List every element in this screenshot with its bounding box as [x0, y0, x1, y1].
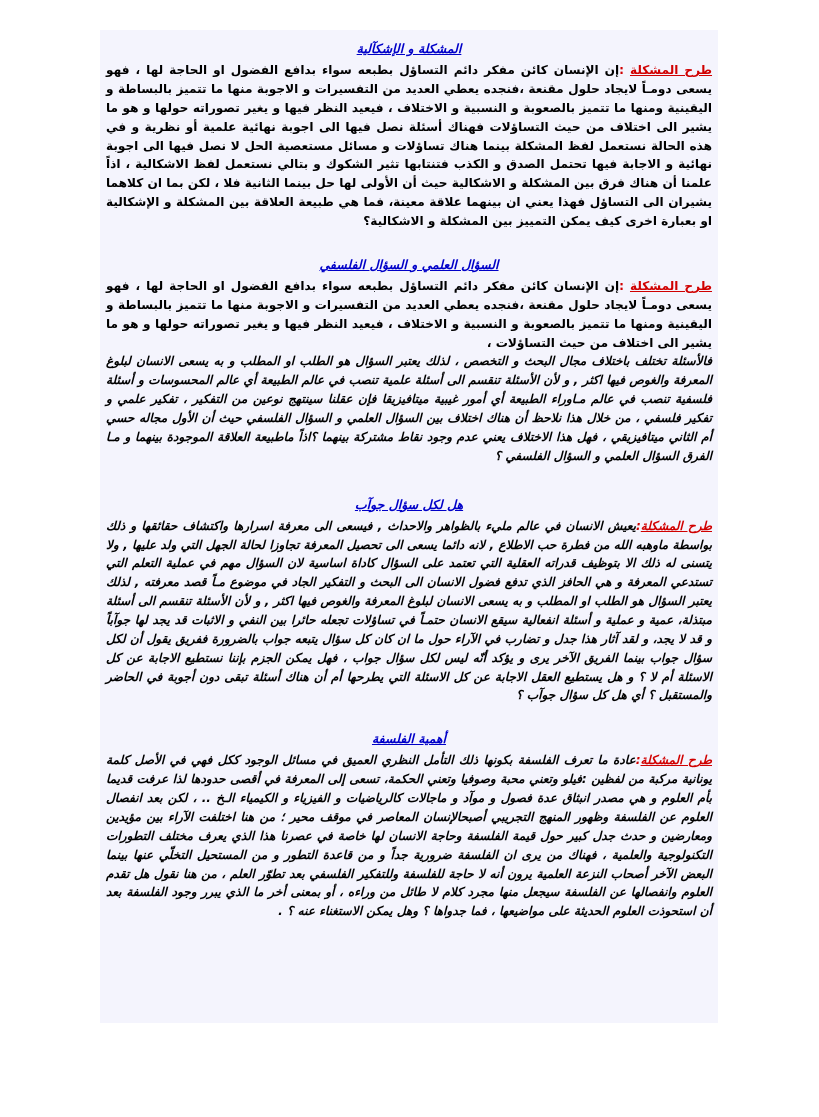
lead-colon-4: :: [635, 753, 641, 768]
paragraph-text-1: إن الإنسان كائن مفكر دائم التساؤل بطبعه سواء بدافع الفضول او الحاجة لها ، فهو يسعى دومـاً لايجاد حلول مقنعة ،فنجده يعطي العديد من التفسيرات و الاجوبة منها ما تتميز بالبساطة و اليقينية ومنها ما تتميز بالصعوبة و النسبية و الاختلاف ، فيعيد النظر فيها و يغير تصوراته حولها و هو ما يشير الى اختلاف من حيث التساؤلات فهناك أسئلة نصل فيها الى اجوبة نهائية علمية أو نظرية و في هذه الحالة نستعمل لفظ المشكلة بينما هناك تساؤلات و مسائل مستعصية الحل لا نصل فيها الى اجوبة نهائية و الاجابة فيها تحتمل الصدق و الكذب فتنتابها تثير الشكوك و بتالي نستعمل لفظ الاشكالية ، اذاً علمنا أن هناك فرق بين المشكلة و الاشكالية حيث أن الأولى لها حل بينما الثانية فلا ، لكن بما ان كلاهما يشيران الى التساؤل فهذا يعني ان بينهما علاقة معينة، فما هي طبيعة العلاقة بين المشكلة و الإشكالية او بعبارة اخرى كيف يمكن التمييز بين المشكلة و الاشكالية؟: [106, 63, 712, 228]
paragraph-scientific-question-intro: [102, 277, 716, 352]
paragraph-importance-of-philosophy-body: [102, 751, 716, 921]
lead-label-problem-statement-1: طرح المشكلة: [629, 63, 713, 78]
section-heading-does-every-question-have-an-answer: هل لكل سؤال جوآب: [354, 496, 464, 512]
lead-colon-1: :: [619, 63, 630, 78]
section-heading-problem-and-problematic: المشكلة و الإشكآلية: [356, 41, 462, 56]
section-does-every-question-have-an-answer: [102, 496, 716, 706]
section-spacer-3: [102, 711, 716, 724]
section-spacer-2: [102, 472, 716, 490]
paragraph-text-2-italic: فالأسئلة تختلف باختلاف مجال البحث و التخصص ، لذلك يعتبر السؤال هو الطلب او المطلب و به يسعى الانسان لبلوغ المعرفة والغوص فيها اكثر , و لأن الأسئلة تنقسم الى أسئلة علمية تنصب في عالم الطبيعة أي عالم المحسوسات و أسئلة فلسفية تنصب في عالم مـاوراء الطبيعة أي أمور غيبية ميتافيزيقا فإن عقلنا سينتهج نوعين من التفكير ، تفكير علمي و تفكير فلسفي ، من خلال هذا نلاحظ أن هناك اختلاف بين السؤال العلمي و السؤال الفلسفي حيث أن الأول مجاله حسي أم الثاني ميتافيزيقي ، فهل هذا الاختلاف يعني عدم وجود نقاط مشتركة بينهما ؟اذاً ماطبيعة العلاقة الموجودة بينهما و مـا الفرق السؤال العلمي و السؤال الفلسفي ؟: [106, 354, 712, 463]
section-spacer-1: [102, 237, 716, 250]
paragraph-text-2: إن الإنسان كائن مفكر دائم التساؤل بطبعه سواء بدافع الفضول او الحاجة لها ، فهو يسعى دومـاً لايجاد حلول مقنعة ،فنجده يعطي العديد من التفسيرات و الاجوبة منها ما تتميز بالبساطة و اليقينية ومنها ما تتميز بالصعوبة و النسبية و الاختلاف ، فيعيد النظر فيها و يغير تصوراته حولها و هو ما يشير الى اختلاف من حيث التساؤلات ،: [106, 278, 712, 350]
lead-colon-2: :: [619, 278, 630, 293]
section-heading-scientific-and-philosophical-question: السؤال العلمي و السؤال الفلسفي: [319, 256, 499, 272]
paragraph-text-4-italic: عادة ما تعرف الفلسفة بكونها ذلك التأمل النظري العميق في مسائل الوجود ككل فهي في الأصل كلمة يونانية مركبة من لفظين :فيلو وتعني محبة وصوفيا وتعني الحكمة، تسعى إلى المعرفة في أقصى حدودها لذا عرفت قديما بأم العلوم و هي مصدر انبثاق عدة فصول و موآد و ماجالات كالرياضيات و الفيزياء و الكيمياء الـخ .. ، لكن بعد انفصال العلوم عن الفلسفة وظهور المنهج التجريبي أصبحالإنسان المعاصر في موقف محير ؛ من هنا اختلفت الآراء بين مؤيدين ومعارضين و حدث جدل كبير حول قيمة الفلسفة وحاجة الانسان لها خاصة في عصرنا هذا الذي يعرف مختلف التطورات التكنولوجية والعلمية ، فهناك من يرى ان الفلسفة ضرورية جداً و من قاعدة التطور و من المستحيل التخلّي عنها بينما البعض الآخر أصحاب النزعة العلمية يرون أنه لا حاجة للفلسفة وللتفكير الفلسفي بعد تطوّر العلم ، من هنا نقول هل تقدم العلوم وانفصالها عن الفلسفة سيجعل منها مجرد كلام لا طائل من وراءه ، أو بمعنى أخر ما الذي يبرر وجود الفلسفة بعد أن استحوذت العلوم الحديثة على مواضيعها ، فما جدواها ؟ وهل يمكن الاستغناء عنه ؟ .: [106, 753, 712, 919]
lead-label-problem-statement-2: طرح المشكلة: [629, 278, 713, 293]
section-heading-importance-of-philosophy: أهمية الفلسفة: [371, 731, 447, 747]
section-importance-of-philosophy: [102, 730, 716, 921]
document-content-area: [100, 30, 718, 1023]
lead-colon-3: :: [635, 518, 641, 533]
lead-label-problem-statement-3: طرح المشكلة: [640, 518, 712, 533]
lead-label-problem-statement-4: طرح المشكلة: [640, 753, 712, 768]
section-scientific-and-philosophical-question: [102, 256, 716, 466]
section-problem-and-problematic: [102, 40, 716, 231]
paragraph-text-3-italic: يعيش الانسان في عالم مليء بالظواهر والاحداث , فيسعى الى معرفة اسرارها واكتشاف حقائقها و ذلك بواسطة ماوهبه الله من فطرة حب الاطلاع , لانه دائما يسعى الى تحصيل المعرفة تجاوزا لحالة الجهل التي ولد عليها , ولا يتسنى له ذلك الا بتوظيف قدراته العقلية التي تعتمد على السؤال كاداة اساسية لان السؤال مهم في عملية التعلم التي تستدعي المعرفة و هي الحافز الذي تدفع فضول الانسان الى البحث و التفكير الجاد في موضوع مـاً قصد معرفته , لذلك يعتبر السؤال هو الطلب او المطلب و به يسعى الانسان لبلوغ المعرفة والغوص فيها اكثر , و لأن الأسئلة تنقسم الى أسئلة مبتذلة، عمية و عملية و أسئلة انفعالية سيقع الانسان حتمـاً في تساؤلات تجعله حائرا بين النفي و الاثبات قد يجد لها جوآباً و قد لا يجد، و لقد آثار هذا جدل و تضارب في الآراء حول ما ان كان كل سؤال يتبعه جواب بالضرورة ففريق يقول أن لكل سؤال جواب بينما الفريق الآخر يرى و يؤكد أنّه ليس لكل سؤال جواب ، فهل يمكن الجزم بإننا نستطيع الاجابة عن كل الاسئلة أم لا ؟ و هل يستطيع العقل الاجابة عن كل الاسئلة التي يطرحها أم أن هناك أسئلة تبقى دون أجوبة في الحاضر والمستقبل ؟ أي هل كل سؤال جوآب ؟: [106, 518, 712, 703]
paragraph-problem-and-problematic: [102, 61, 716, 231]
paragraph-question-answer-body: [102, 517, 716, 706]
paragraph-scientific-question-body: [102, 352, 716, 465]
